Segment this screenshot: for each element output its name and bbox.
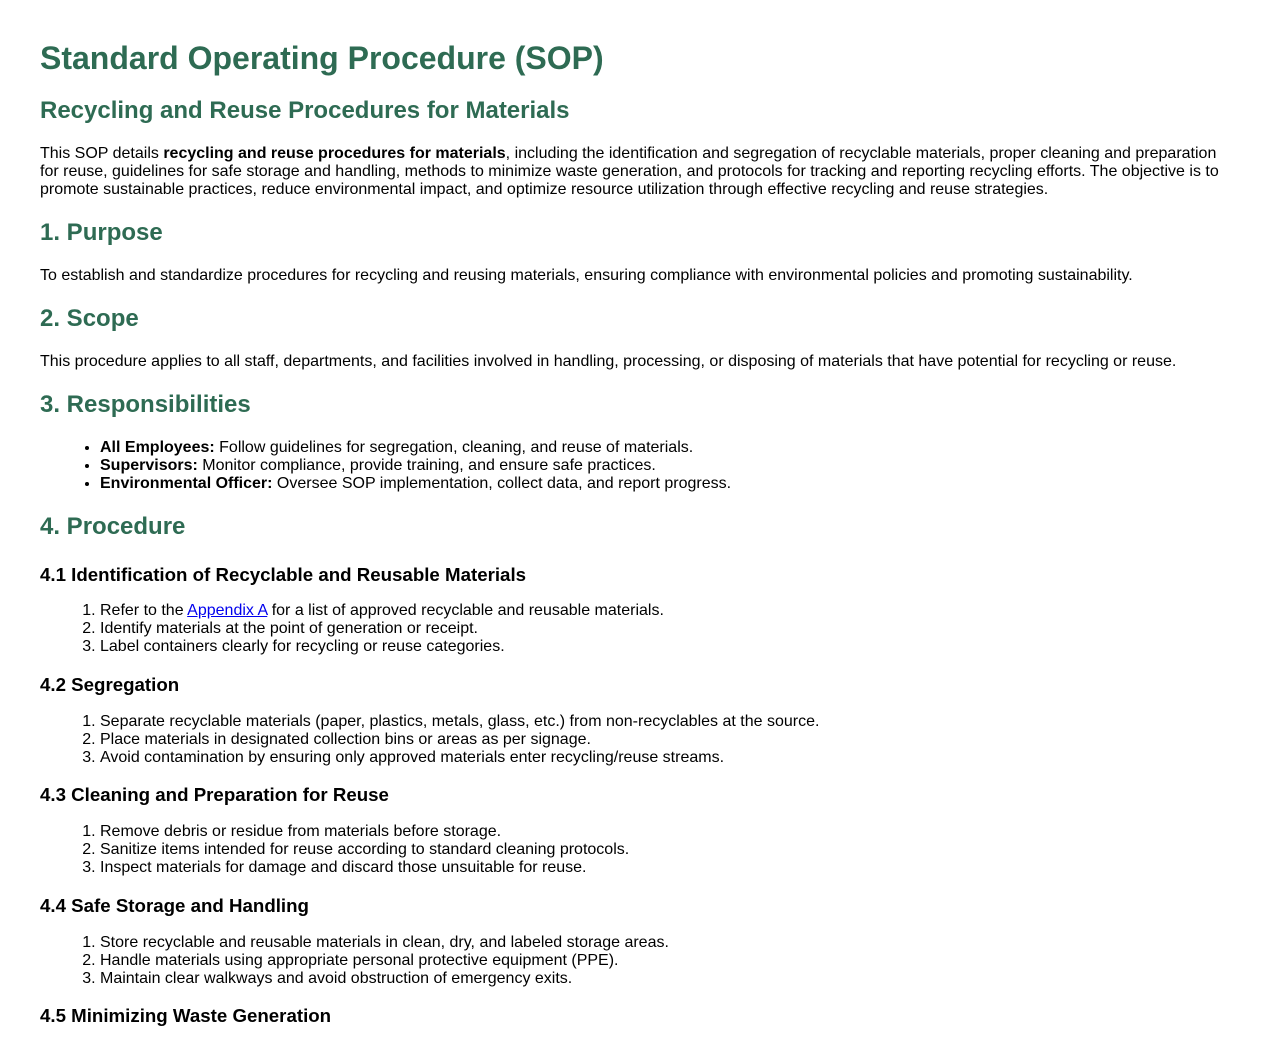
role-label: All Employees: bbox=[100, 439, 215, 456]
intro-suffix: , including the identification and segregation of recyclable materials, proper cleaning and preparation for reuse, guidelines for safe storage and handling, methods to minimize waste generation, and protocols for tracking and reporting recycling efforts. The objective is to promote sustainable practices, reduce environmental impact, and optimize resource utilization through effective recycling and reuse strategies. bbox=[40, 145, 1219, 198]
item-prefix: Refer to the bbox=[100, 602, 188, 619]
item-suffix: for a list of approved recyclable and reusable materials. bbox=[267, 602, 664, 619]
list-item bbox=[100, 457, 1223, 475]
responsibilities-list bbox=[40, 439, 1223, 493]
page-title: Standard Operating Procedure (SOP) bbox=[40, 40, 604, 76]
section-heading-responsibilities: 3. Responsibilities bbox=[40, 391, 251, 418]
appendix-a-link[interactable]: Appendix A bbox=[187, 602, 268, 619]
purpose-text: To establish and standardize procedures for recycling and reusing materials, ensuring compliance with environmental policies and promoting sustainability. bbox=[40, 267, 1133, 284]
list-item: 2. Place materials in designated collection bins or areas as per signage. bbox=[100, 731, 1223, 749]
list-item: 2. Identify materials at the point of generation or receipt. bbox=[100, 620, 1223, 638]
subsection-heading-4-5: 4.5 Minimizing Waste Generation bbox=[40, 1005, 332, 1026]
list-item: 2. Handle materials using appropriate personal protective equipment (PPE). bbox=[100, 952, 1223, 970]
subsection-heading-4-2: 4.2 Segregation bbox=[40, 674, 180, 695]
subsection-heading-4-3: 4.3 Cleaning and Preparation for Reuse bbox=[40, 784, 389, 805]
role-label: Supervisors: bbox=[100, 457, 198, 474]
ordered-list-4-1 bbox=[40, 602, 1223, 656]
list-item bbox=[100, 475, 1223, 493]
intro-bold: recycling and reuse procedures for materials bbox=[163, 145, 506, 162]
role-text: Follow guidelines for segregation, cleaning, and reuse of materials. bbox=[214, 439, 694, 456]
list-item: 3. Maintain clear walkways and avoid obstruction of emergency exits. bbox=[100, 970, 1223, 988]
section-heading-procedure: 4. Procedure bbox=[40, 513, 186, 540]
ordered-list-4-2 bbox=[40, 713, 1223, 767]
intro-prefix: This SOP details bbox=[40, 145, 164, 162]
intro-paragraph bbox=[40, 145, 1223, 199]
list-item: 1. Store recyclable and reusable materials in clean, dry, and labeled storage areas. bbox=[100, 934, 1223, 952]
list-item: 3. Label containers clearly for recycling or reuse categories. bbox=[100, 638, 1223, 656]
list-item: 3. Inspect materials for damage and discard those unsuitable for reuse. bbox=[100, 859, 1223, 877]
list-item bbox=[100, 602, 1223, 620]
list-item: 2. Sanitize items intended for reuse according to standard cleaning protocols. bbox=[100, 841, 1223, 859]
list-item bbox=[100, 439, 1223, 457]
ordered-list-4-3 bbox=[40, 823, 1223, 877]
scope-text: This procedure applies to all staff, departments, and facilities involved in handling, processing, or disposing of materials that have potential for recycling or reuse. bbox=[40, 353, 1177, 370]
role-text: Monitor compliance, provide training, and ensure safe practices. bbox=[197, 457, 656, 474]
role-text: Oversee SOP implementation, collect data, and report progress. bbox=[272, 475, 732, 492]
section-heading-scope: 2. Scope bbox=[40, 305, 139, 332]
subsection-heading-4-4: 4.4 Safe Storage and Handling bbox=[40, 895, 309, 916]
subsection-heading-4-1: 4.1 Identification of Recyclable and Reusable Materials bbox=[40, 564, 527, 585]
list-item: 3. Avoid contamination by ensuring only approved materials enter recycling/reuse streams. bbox=[100, 749, 1223, 767]
ordered-list-4-4 bbox=[40, 934, 1223, 988]
list-item: 1. Remove debris or residue from materials before storage. bbox=[100, 823, 1223, 841]
role-label: Environmental Officer: bbox=[100, 475, 273, 492]
page-subtitle: Recycling and Reuse Procedures for Materials bbox=[40, 97, 570, 124]
section-heading-purpose: 1. Purpose bbox=[40, 219, 163, 246]
list-item: 1. Separate recyclable materials (paper, plastics, metals, glass, etc.) from non-recyclables at the source. bbox=[100, 713, 1223, 731]
